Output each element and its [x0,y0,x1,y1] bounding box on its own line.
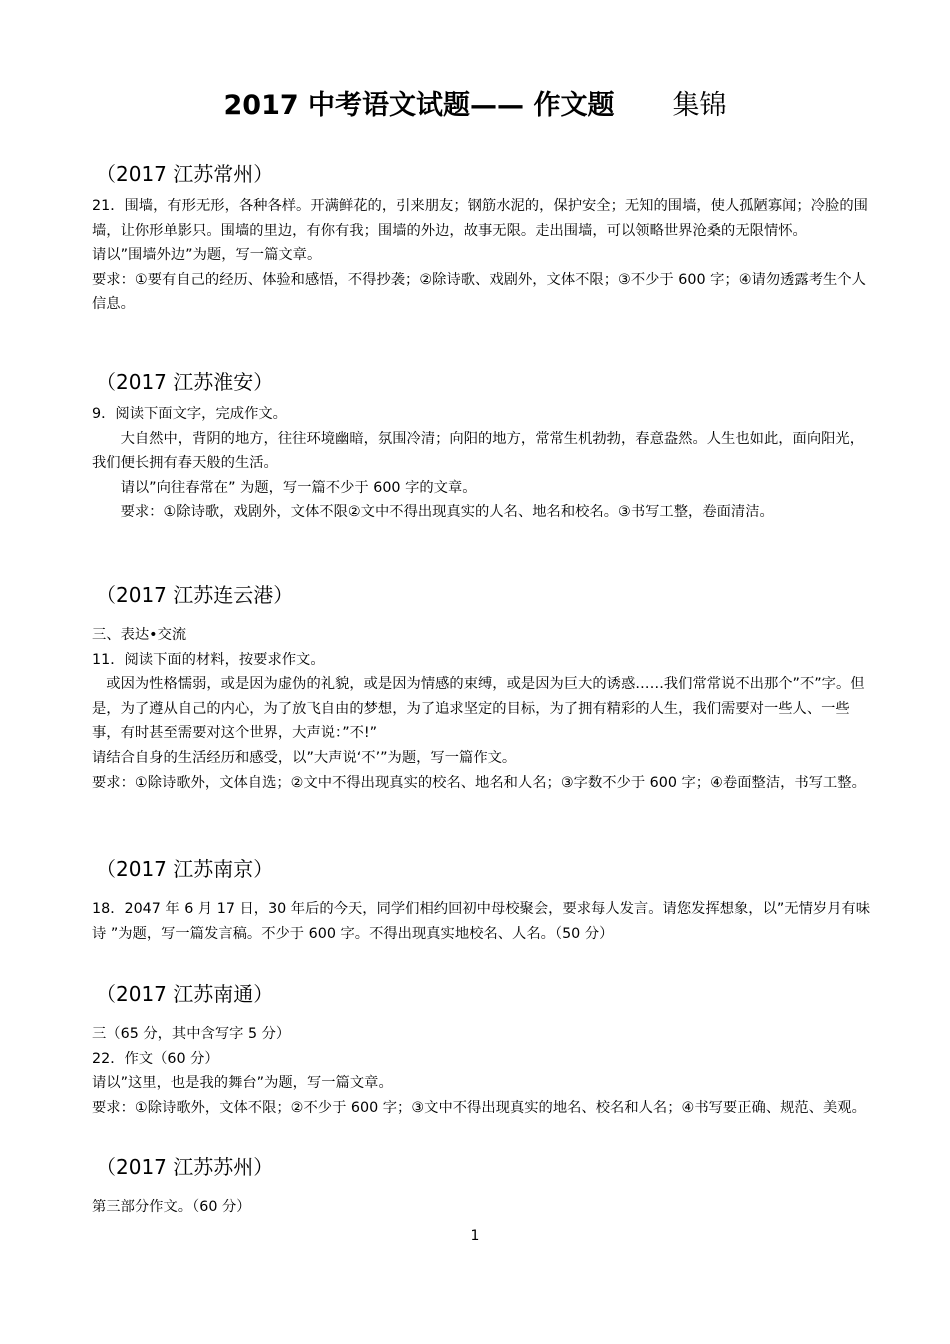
page-number: 1 [470,1228,480,1244]
paragraph: 或因为性格懦弱，或是因为虚伪的礼貌，或是因为情感的束缚，或是因为巨大的诱惑……我们常常说不出那个”不”字。但是，为了遵从自己的内心，为了放飞自由的梦想，为了追求坚定的目标，为了拥有精彩的人生，我们需要对一些人、一些事，有时甚至需要对这个世界，大声说：”不!” [92,676,865,742]
paragraph: 三、表达•交流 [92,627,187,643]
section-nantong [92,980,872,1120]
paragraph: 9．阅读下面文字，完成作文。 [92,406,287,422]
paragraph: 第三部分作文。（60 分） [92,1199,251,1215]
section-suzhou [92,1153,872,1220]
paragraph: 11．阅读下面的材料，按要求作文。 [92,651,325,668]
section-heading: （2017 江苏连云港） [96,583,294,607]
paragraph: 请以”这里，也是我的舞台”为题，写一篇文章。 [92,1075,393,1092]
paragraph: 请结合自身的生活经历和感受，以”大声说‘不’”为题，写一篇作文。 [92,749,517,766]
paragraph: 要求：①要有自己的经历、体验和感悟，不得抄袭；②除诗歌、戏剧外，文体不限；③不少于 600 字；④请勿透露考生个人信息。 [92,271,866,313]
paragraph: 要求：①除诗歌外，文体不限；②不少于 600 字；③文中不得出现真实的地名、校名和人名；④书写要正确、规范、美观。 [92,1099,866,1116]
section-heading: （2017 江苏淮安） [96,370,274,394]
paragraph: 21．围墙，有形无形，各种各样。开满鲜花的，引来朋友；钢筋水泥的，保护安全；无知的围墙，使人孤陋寡闻；冷脸的围墙，让你形单影只。围墙的里边，有你有我；围墙的外边，故事无限。走出围墙，可以领略世界沧桑的无限情怀。 [92,198,868,239]
title-tail: 集锦 [672,90,727,121]
section-huaian [92,368,872,525]
title-main: 2017 中考语文试题—— 作文题 [223,90,615,121]
paragraph: 要求：①除诗歌，戏剧外，文体不限②文中不得出现真实的人名、地名和校名。③书写工整，卷面清洁。 [120,504,774,521]
section-heading: （2017 江苏南通） [96,982,274,1006]
paragraph: 18．2047 年 6 月 17 日，30 年后的今天，同学们相约回初中母校聚会，要求每人发言。请您发挥想象，以”无情岁月有味诗 ”为题，写一篇发言稿。不少于 600 字。不得出现真实地校名、人名。（50 分） [92,901,871,942]
section-changzhou [92,160,872,317]
section-nanjing [92,855,872,946]
section-lianyungang [92,581,872,795]
section-heading: （2017 江苏南京） [96,857,274,881]
paragraph: 22．作文（60 分） [92,1050,219,1067]
section-heading: （2017 江苏苏州） [96,1155,274,1179]
paragraph: 大自然中，背阴的地方，往往环境幽暗，氛围冷清；向阳的地方，常常生机勃勃，春意盎然。人生也如此，面向阳光，我们便长拥有春天般的生活。 [92,430,865,472]
paragraph: 请以”向往春常在” 为题，写一篇不少于 600 字的文章。 [120,479,477,496]
document-title [0,88,950,124]
section-heading: （2017 江苏常州） [96,162,274,186]
paragraph: 要求：①除诗歌外，文体自选；②文中不得出现真实的校名、地名和人名；③字数不少于 600 字；④卷面整洁，书写工整。 [92,774,866,791]
paragraph: 请以”围墙外边”为题，写一篇文章。 [92,247,322,264]
paragraph: 三（65 分，其中含写字 5 分） [92,1026,291,1042]
